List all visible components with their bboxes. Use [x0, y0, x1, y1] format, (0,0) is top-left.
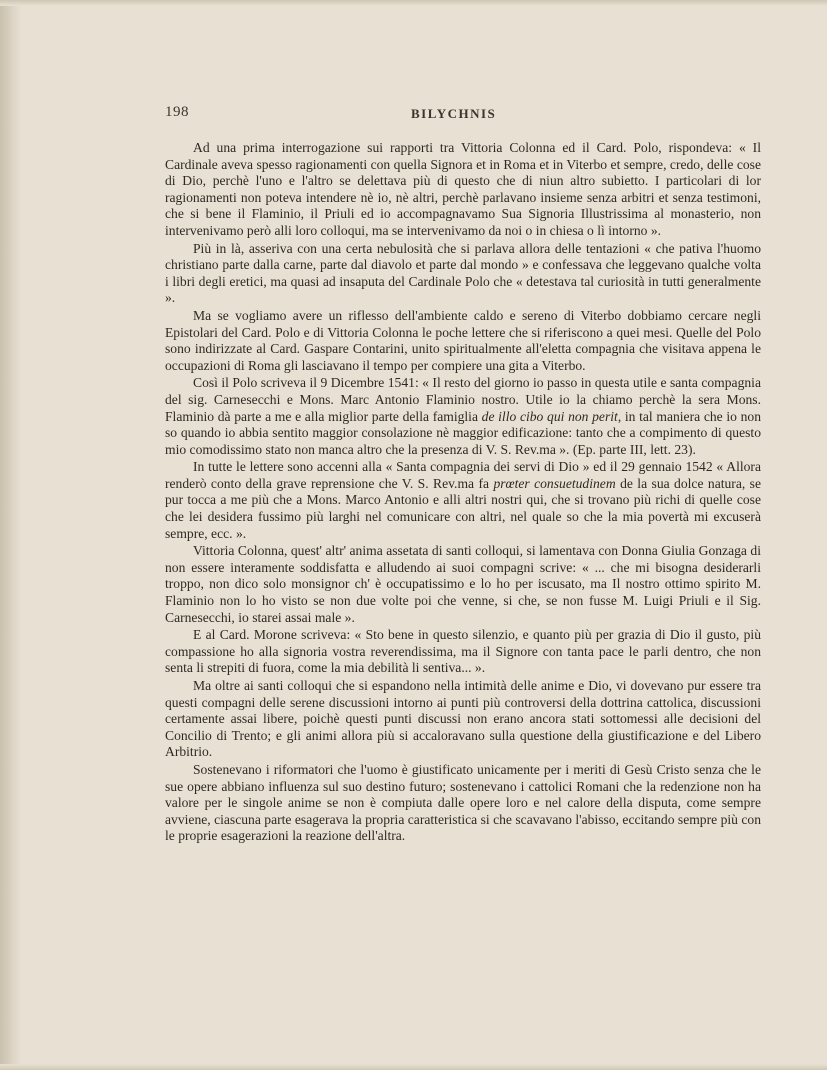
page-header	[165, 104, 761, 121]
paragraph: Ma oltre ai santi colloqui che si espandono nella intimità delle anime e Dio, vi dovevano pur essere tra questi compagni delle serene discussioni intorno ai punti più controversi della dottrina cattolica, discussioni certamente assai libere, poichè questi punti discussi non erano ancora stati sottomessi alle decisioni del Concilio di Trento; e gli animi allora più si accaloravano sulla questione della giustificazione e del Libero Arbitrio.	[165, 678, 761, 760]
paragraph-text: In tutte le lettere sono accenni alla « Santa compagnia dei servi di Dio » ed il 29 gennaio 1542 « Allora renderò conto della grave reprensione che V. S. Rev.ma fa	[165, 459, 761, 491]
paragraph	[165, 375, 761, 458]
page-top-edge	[0, 0, 827, 6]
paragraph: Ad una prima interrogazione sui rapporti tra Vittoria Colonna ed il Card. Polo, rispondeva: « Il Cardinale aveva spesso ragionamenti con quella Signora et in Roma et in Viterbo et sempre, credo, delle cose di Dio, perchè l'uno e l'altro se delettava più di questo che di niun altro subietto. I particolari di lor ragionamenti non poteva intendere nè io, nè altri, perchè parlavano insieme senza arbitri et senza testimoni, che si bene il Flaminio, il Priuli ed io accompagnavamo Sua Signoria Illustrissima al monasterio, non intervenivamo però alli loro colloqui, ma se intervenivamo da noi o in chiesa o lì intorno ».	[165, 140, 761, 238]
paragraph-text: de la sua dolce natura, se pur tocca a me più che a Mons. Marco Antonio e alli altri nostri qui, che si trovano più richi di quelle cose che lei desidera fussimo più larghi nel comunicare con altri, nel quale so che la mia povertà mi excuserà sempre, ecc. ».	[165, 475, 761, 541]
running-title: BILYCHNIS	[411, 106, 497, 121]
page-bottom-edge	[0, 1064, 827, 1070]
paragraph	[165, 459, 761, 542]
paragraph: E al Card. Morone scriveva: « Sto bene in questo silenzio, e quanto più per grazia di Dio il gusto, più compassione ho alla signoria vostra reverendissima, ma il Signore con tanta pace le parli dentro, che non senta li strepiti di fuora, come la mia debilità li sentiva... ».	[165, 627, 761, 676]
paragraph: Più in là, asseriva con una certa nebulosità che si parlava allora delle tentazioni « che pativa l'huomo christiano parte dalla carne, parte dal diavolo et parte dal mondo » e confessava che leggevano qualche volta i libri degli eretici, ma quasi ad insaputa del Cardinale Polo che « detestava tal curiosità in tutti generalmente ».	[165, 240, 761, 306]
latin-phrase: prœter consuetudinem	[493, 475, 616, 491]
paragraph: Sostenevano i riformatori che l'uomo è giustificato unicamente per i meriti di Gesù Cristo senza che le sue opere abbiano influenza sul suo destino futuro; sostenevano i cattolici Romani che la redenzione non ha valore per le singole anime se non è compiuta dalle opere loro e nel calore della disputa, come sempre avviene, ciascuna parte esagerava la propria caratteristica si che scavavano l'abisso, eccitando sempre più con le proprie esagerazioni la reazione dell'altra.	[165, 761, 761, 844]
latin-quote: de illo cibo qui non perit	[481, 408, 618, 424]
body-text	[165, 140, 761, 846]
page-binding-edge	[0, 0, 22, 1070]
paragraph-text: Così il Polo scriveva il 9 Dicembre 1541: « Il resto del giorno io passo in questa utile e santa compagnia del sig. Carnesecchi e Mons. Marc Antonio Flaminio nostro. Utile io la chiamo perchè la sera Mons. Flaminio dà parte a me e alla miglior parte della famiglia	[165, 375, 761, 424]
paragraph: Vittoria Colonna, quest' altr' anima assetata di santi colloqui, si lamentava con Donna Giulia Gonzaga di non essere interamente soddisfatta e alludendo ai suoi compagni scrive: « ... che mi bisogna desiderarli troppo, non dico solo monsignor ch' è occupatissimo e lo ho per iscusato, ma Il nostro ottimo spirito M. Flaminio non lo ho visto se non due volte poi che venne, si che, se non fusse M. Luigi Priuli e il Sig. Carnesecchi, io starei assai male ».	[165, 543, 761, 625]
paragraph-text: , in tal maniera che io non so quando io abbia sentito maggior consolazione nè maggior edificazione: tanto che a compimento di questo mio comodissimo stato non manca altro che la presenza di V. S. Rev.ma ». (Ep. parte III, lett. 23).	[165, 408, 761, 457]
paragraph: Ma se vogliamo avere un riflesso dell'ambiente caldo e sereno di Viterbo dobbiamo cercare negli Epistolari del Card. Polo e di Vittoria Colonna le poche lettere che si riferiscono a quei mesi. Quelle del Polo sono indirizzate al Card. Gaspare Contarini, unito spiritualmente all'eletta compagnia che visitava appena le occupazioni di Roma gli lasciavano il tempo per compiere una gita a Viterbo.	[165, 307, 761, 373]
page-number: 198	[165, 104, 189, 120]
